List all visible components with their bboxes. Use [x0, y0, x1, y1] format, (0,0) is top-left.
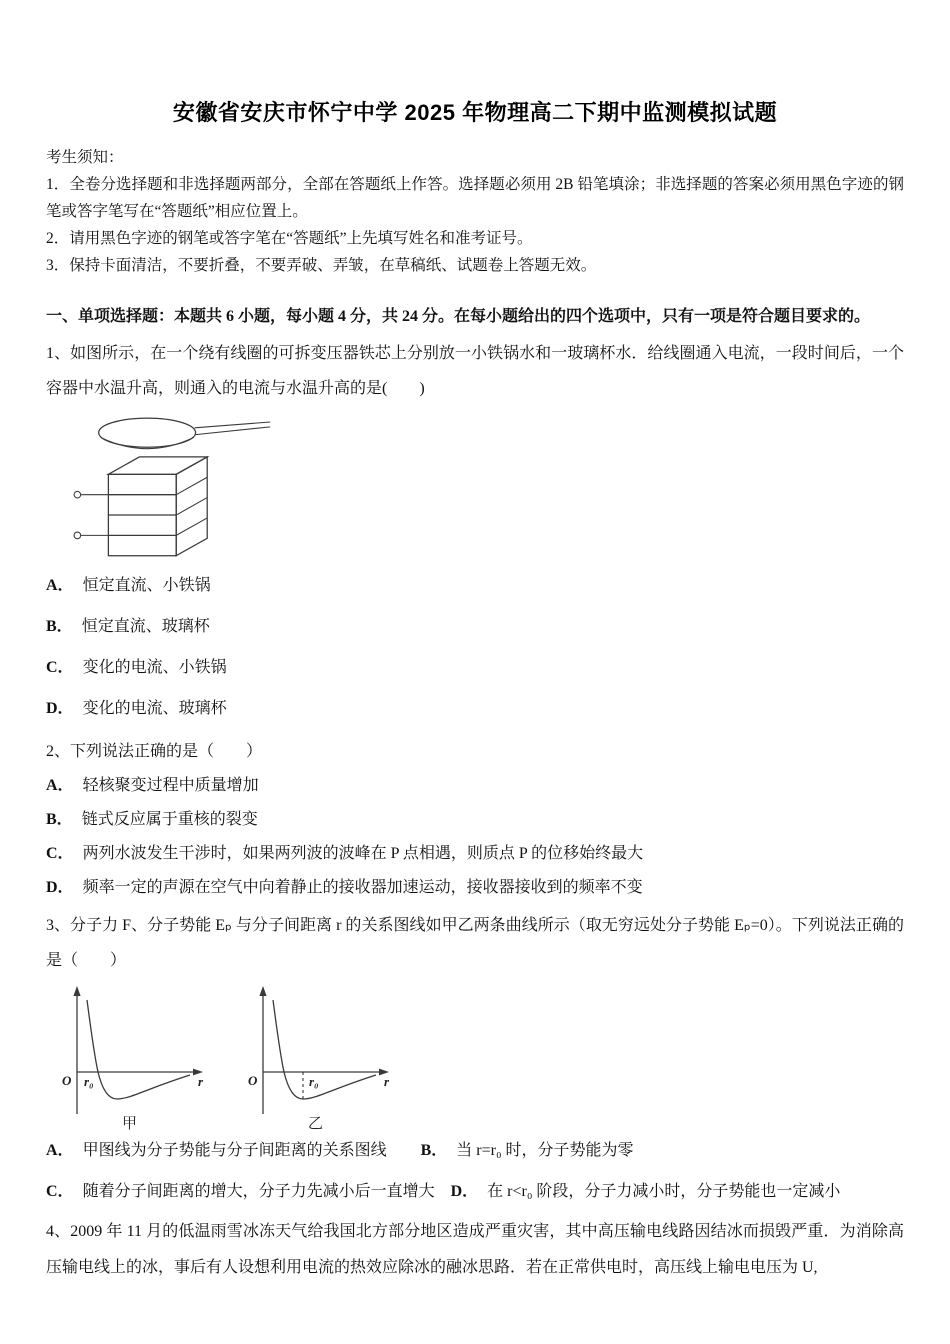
- q2-option-d-letter: D．: [46, 879, 74, 896]
- notice-item-3: 3．保持卡面清洁，不要折叠，不要弄破、弄皱，在草稿纸、试题卷上答题无效。: [46, 257, 597, 274]
- transformer-pan-drawing: [58, 412, 276, 558]
- q1-option-d: [46, 688, 904, 729]
- q2-option-a-text: 轻核聚变过程中质量增加: [82, 777, 259, 794]
- question-2-options: [46, 769, 904, 905]
- q2-option-c: [46, 837, 904, 871]
- q2-option-b: [46, 803, 904, 837]
- q1-option-a-text: 恒定直流、小铁锅: [82, 577, 211, 594]
- q3-options-row-2: [46, 1171, 904, 1212]
- q1-option-c: [46, 647, 904, 688]
- question-3-options: [46, 1130, 904, 1212]
- molecular-curves-figure: [50, 982, 904, 1130]
- q3-option-b-text: 当 r=r₀ 时，分子势能为零: [456, 1142, 634, 1159]
- q1-option-d-letter: D．: [46, 700, 74, 717]
- q3-option-c-text: 随着分子间距离的增大，分子力先减小后一直增大: [82, 1183, 435, 1200]
- notice-heading: 考生须知：: [46, 149, 124, 166]
- jia-origin-label: O: [62, 1073, 72, 1088]
- q3-options-row-1: [46, 1130, 904, 1171]
- q1-option-d-text: 变化的电流、玻璃杯: [82, 700, 227, 717]
- q1-option-c-text: 变化的电流、小铁锅: [82, 659, 227, 676]
- q3-option-b: [421, 1142, 634, 1159]
- q1-option-a: [46, 565, 904, 606]
- q3-option-d-text: 在 r<r₀ 阶段，分子力减小时，分子势能也一定减小: [487, 1183, 841, 1200]
- yi-caption: 乙: [308, 1115, 324, 1130]
- notice-item-1: 1．全卷分选择题和非选择题两部分，全部在答题纸上作答。选择题必须用 2B 铅笔填涂；非选择题的答案必须用黑色字迹的钢笔或答字笔写在“答题纸”相应位置上。: [46, 176, 904, 220]
- q3-option-a-text: 甲图线为分子势能与分子间距离的关系图线: [82, 1142, 387, 1159]
- yi-r0-label: r₀: [309, 1074, 319, 1089]
- q3-option-a-letter: A．: [46, 1142, 74, 1159]
- q2-option-c-letter: C．: [46, 845, 74, 862]
- jia-r-axis-label: r: [198, 1074, 204, 1089]
- q2-option-b-letter: B．: [46, 811, 73, 828]
- q2-option-d-text: 频率一定的声源在空气中向着静止的接收器加速运动，接收器接收到的频率不变: [82, 879, 643, 896]
- q3-option-d: [451, 1183, 841, 1200]
- pan-drawing: [99, 418, 270, 449]
- q3-option-c: [46, 1183, 435, 1200]
- jia-r0-label: r₀: [84, 1074, 94, 1089]
- notice-item-2: 2．请用黑色字迹的钢笔或答字笔在“答题纸”上先填写姓名和准考证号。: [46, 230, 533, 247]
- q1-option-b: [46, 606, 904, 647]
- q3-option-c-letter: C．: [46, 1183, 74, 1200]
- q3-option-b-letter: B．: [420, 1142, 448, 1159]
- q2-option-d: [46, 871, 904, 905]
- graph-yi: [236, 982, 396, 1130]
- question-3-stem: 3、分子力 F、分子势能 Eₚ 与分子间距离 r 的关系图线如甲乙两条曲线所示（取无穷远处分子势能 Eₚ=0）。下列说法正确的是（ ）: [46, 917, 904, 969]
- q1-option-b-text: 恒定直流、玻璃杯: [81, 618, 210, 635]
- section-one-heading: 一、单项选择题：本题共 6 小题，每小题 4 分，共 24 分。在每小题给出的四个选项中，只有一项是符合题目要求的。: [46, 308, 871, 325]
- question-1-options: [46, 565, 904, 729]
- q2-option-a: [46, 769, 904, 803]
- q1-option-c-letter: C．: [46, 659, 74, 676]
- jia-caption: 甲: [122, 1115, 138, 1130]
- q2-option-b-text: 链式反应属于重核的裂变: [81, 811, 258, 828]
- page-title: 安徽省安庆市怀宁中学 2025 年物理高二下期中监测模拟试题: [172, 100, 778, 125]
- question-4-stem: 4、2009 年 11 月的低温雨雪冰冻天气给我国北方部分地区造成严重灾害，其中高压输电线路因结冰而损毁严重．为消除高压输电线上的冰，事后有人设想利用电流的热效应除冰的融冰思路．若在正常供电时，高压线上输电电压为 U,: [46, 1223, 904, 1276]
- graph-jia: [50, 982, 210, 1130]
- transformer-pan-figure: [58, 412, 904, 563]
- q3-option-a: [46, 1142, 387, 1159]
- yi-origin-label: O: [248, 1073, 258, 1088]
- q2-option-a-letter: A．: [46, 777, 74, 794]
- yi-r-axis-label: r: [384, 1074, 390, 1089]
- notice-section: [46, 144, 904, 279]
- coil-terminals: [74, 491, 108, 538]
- question-2-stem: 2、下列说法正确的是（ ）: [46, 743, 263, 760]
- iron-core-drawing: [108, 457, 207, 556]
- q3-option-d-letter: D．: [450, 1183, 479, 1200]
- question-1-stem: 1、如图所示，在一个绕有线圈的可拆变压器铁芯上分别放一小铁锅水和一玻璃杯水．给线圈通入电流，一段时间后，一个容器中水温升高，则通入的电流与水温升高的是( ): [46, 345, 904, 397]
- q1-option-a-letter: A．: [46, 577, 74, 594]
- q2-option-c-text: 两列水波发生干涉时，如果两列波的波峰在 P 点相遇，则质点 P 的位移始终最大: [82, 845, 644, 862]
- q1-option-b-letter: B．: [46, 618, 73, 635]
